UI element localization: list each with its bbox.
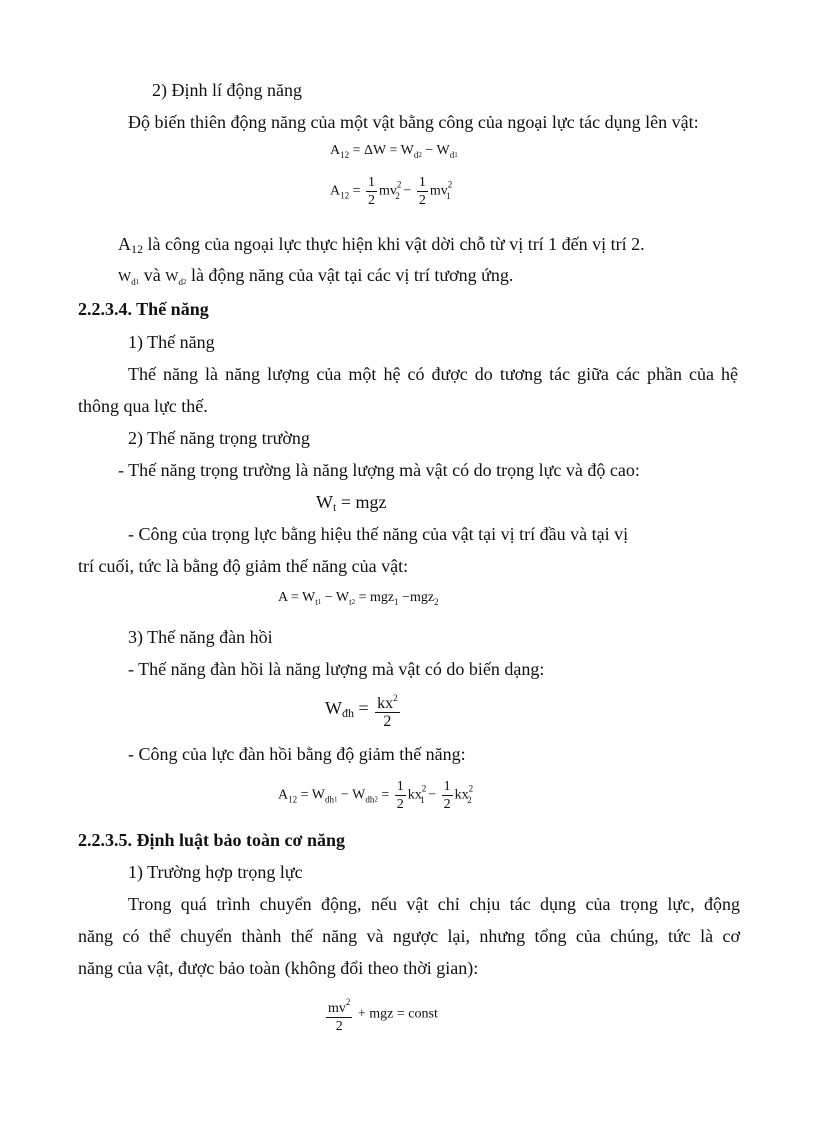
- equation-work-energy: $A_{12} = \Delta W = W_{d2} - W_{d1}$: [330, 143, 458, 160]
- elastic-work-text: - Công của lực đàn hồi bằng độ giảm thế năng:: [128, 744, 466, 764]
- section-heading-potential-energy: 2.2.3.4. Thế năng: [78, 299, 209, 319]
- note-wd: $W_d1$ và $W_d2$ là động năng của vật tại các vị trí tương ứng.: [118, 265, 514, 287]
- theorem-statement: Độ biến thiên động năng của một vật bằng công của ngoại lực tác dụng lên vật:: [128, 112, 699, 132]
- equation-gravity-work: $A = W_{t1} - W_{t2} = mgz_1 -mgz_2$: [278, 590, 439, 607]
- note-a12: A12 là công của ngoại lực thực hiện khi vật dời chỗ từ vị trí 1 đến vị trí 2.: [118, 234, 645, 256]
- conservation-paragraph-line3: năng của vật, được bảo toàn (không đổi theo thời gian):: [78, 958, 479, 978]
- gravity-work-line2: trí cuối, tức là bằng độ giảm thế năng của vật:: [78, 556, 409, 576]
- equation-energy-conservation: $\frac{mv^2}{2}$ + mgz = const: [324, 994, 438, 1035]
- conservation-paragraph-line2: năng có thể chuyển thành thế năng và ngược lại, nhưng tổng của chúng, tức là cơ: [78, 926, 740, 946]
- potential-def-line2: thông qua lực thế.: [78, 396, 208, 416]
- equation-gravity-potential: Wt = mgz: [316, 492, 387, 514]
- theorem-title: 2) Định lí động năng: [152, 80, 302, 100]
- subheading-gravity-case: 1) Trường hợp trọng lực: [128, 862, 303, 882]
- potential-def-line1: Thế năng là năng lượng của một hệ có được do tương tác giữa các phần của hệ: [128, 364, 738, 384]
- equation-elastic-work: $A_{12} = W_{dh1} - W_{dh2}$ = $\frac{1}{2}$ $kx^2_1$ − $\frac{1}{2}$ $kx^2_2$: [278, 779, 474, 812]
- gravity-work-line1: - Công của trọng lực bằng hiệu thế năng của vật tại vị trí đầu và tại vị: [128, 524, 629, 544]
- section-heading-conservation: 2.2.3.5. Định luật bảo toàn cơ năng: [78, 830, 346, 850]
- subheading-elastic-potential: 3) Thế năng đàn hồi: [128, 627, 273, 647]
- elastic-potential-def: - Thế năng đàn hồi là năng lượng mà vật có do biến dạng:: [128, 659, 545, 679]
- subheading-gravity-potential: 2) Thế năng trọng trường: [128, 428, 310, 448]
- equation-work-kinetic: $A_{12}$ = $\frac{1}{2}$ $mv^2_2$ − $\frac{1}{2}$ $mv^2_1$: [330, 175, 453, 208]
- equation-elastic-potential: Wđh = $\frac{kx^2}{2}$: [325, 690, 402, 730]
- conservation-paragraph-line1: Trong quá trình chuyển động, nếu vật chỉ chịu tác dụng của trọng lực, động: [128, 894, 740, 914]
- gravity-potential-def: - Thế năng trọng trường là năng lượng mà vật có do trọng lực và độ cao:: [118, 460, 640, 480]
- subheading-potential-energy: 1) Thế năng: [128, 332, 215, 352]
